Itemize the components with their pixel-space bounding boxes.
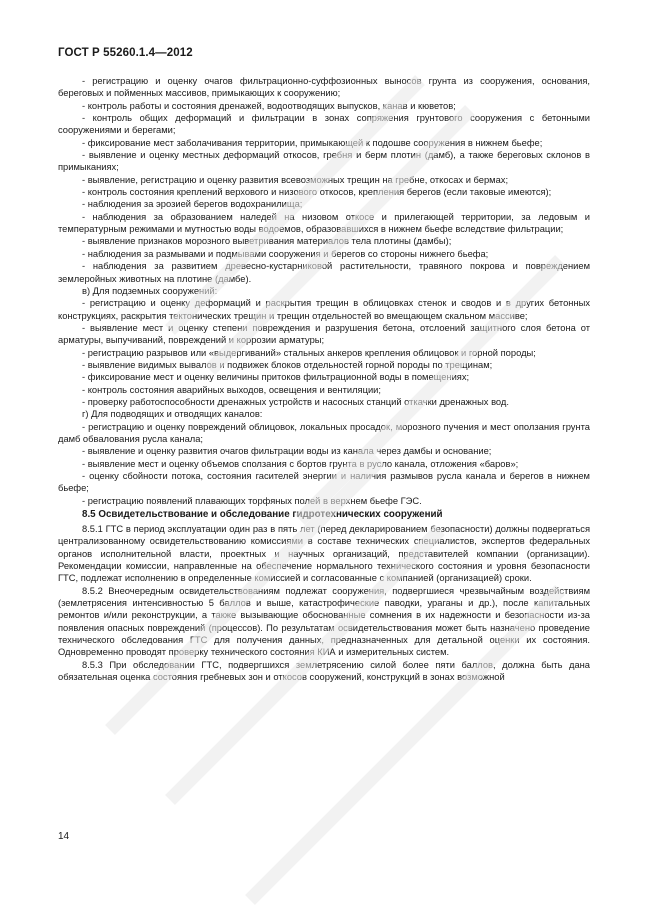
paragraph: - выявление мест и оценку объемов сползания с бортов грунта в русло канала, отложения «баров»; <box>82 458 519 469</box>
paragraph: - контроль работы и состояния дренажей, водоотводящих выпусков, канав и кюветов; <box>82 100 456 111</box>
paragraph: - выявление и оценку развития очагов фильтрации воды из канала через дамбы и основание; <box>82 446 492 457</box>
paragraph: - выявление мест и оценку степени повреждения и разрушения бетона, отслоений защитного слоя бетона от арматуры, выпучиваний, повреждений и коррозии арматуры; <box>58 322 590 346</box>
paragraph: - оценку сбойности потока, состояния гасителей энергии и наличия размывов русла канала и берегов в нижнем бьефе; <box>58 471 590 494</box>
paragraph: - выявление, регистрацию и оценку развития всевозможных трещин на гребне, откосах и бермах; <box>82 174 509 185</box>
paragraph: - проверку работоспособности дренажных устройств и насосных станций откачки дренажных вод. <box>82 396 509 407</box>
paragraph: - наблюдения за эрозией берегов водохранилища; <box>82 199 303 210</box>
paragraph: - выявление признаков морозного выветривания материалов тела плотины (дамбы); <box>82 236 452 247</box>
paragraph: - наблюдения за развитием древесно-кустарниковой растительности, травяного покрова и повреждением землеройных животных на плотине (дамбе). <box>58 261 590 284</box>
paragraph: - выявление и оценку местных деформаций откосов, гребня и берм плотин (дамб), а также береговых склонов в примыканиях; <box>58 150 590 173</box>
paragraph: 8.5.3 При обследовании ГТС, подвергшихся землетрясению силой более пяти баллов, должна быть дана обязательная оценка состояния гребневых зон и откосов сооружений, конструкций в зонах возможной <box>58 659 590 683</box>
paragraph: - регистрацию и оценку деформаций и раскрытия трещин в облицовках стенок и сводов и в других бетонных конструкциях, раскрытия тектонических трещин и трещин отдельностей во вмещающем скальном массиве; <box>58 298 590 321</box>
page-number: 14 <box>58 831 70 842</box>
paragraph: - контроль состояния аварийных выходов, освещения и вентиляции; <box>82 384 381 395</box>
paragraph: - регистрацию и оценку повреждений облицовок, локальных просадок, морозного пучения и мест оползания грунта дамб обвалования русла канала; <box>58 421 590 444</box>
paragraph: - регистрацию разрывов или «выдергиваний» стальных анкеров крепления облицовок и горной породы; <box>82 347 536 358</box>
paragraph: - контроль общих деформаций и фильтрации в зонах сопряжения грунтового сооружения с бетонными сооружениями и берегами; <box>58 113 590 136</box>
paragraph: - регистрацию и оценку очагов фильтрационно-суффозионных выносов грунта из сооружения, основания, береговых и пойменных массивов, примыкающих к сооружению; <box>58 76 590 99</box>
subsection-label: г) Для подводящих и отводящих каналов: <box>82 409 263 420</box>
paragraph: - фиксирование мест и оценку величины притоков фильтрационной воды в помещениях; <box>82 372 470 383</box>
document-body <box>58 75 590 684</box>
paragraph: - наблюдения за образованием наледей на низовом откосе и прилегающей территории, за ледовым и температурным режимами и мутностью воды водоемов, образовавшихся в нижнем бьефе вследствие фильтрации; <box>58 211 590 235</box>
paragraph: - контроль состояния креплений верхового и низового откосов, крепления берегов (если таковые имеются); <box>82 187 552 198</box>
subsection-label: в) Для подземных сооружений: <box>82 285 218 296</box>
paragraph: 8.5.1 ГТС в период эксплуатации один раз в пять лет (перед декларированием безопасности) должны подвергаться централизованному освидетельствованию комиссиями в составе технических специалистов, экспертов федеральных органов исполнительной власти, проектных и научных организаций, представителей компании (организации). Рекомендации комиссии, направленные на обеспечение нормального технического состояния и уровня безопасности ГТС, подлежат исполнению в определенные комиссией и согласованные с компанией (организацией) сроки. <box>58 524 590 584</box>
document-header: ГОСТ Р 55260.1.4—2012 <box>58 47 193 59</box>
paragraph: - выявление видимых вывалов и подвижек блоков отдельностей горной породы по трещинам; <box>82 359 493 370</box>
paragraph: - наблюдения за размывами и подмывами сооружения и берегов со стороны нижнего бьефа; <box>82 248 489 259</box>
paragraph: - фиксирование мест заболачивания территории, примыкающей к подошве сооружения в нижнем бьефе; <box>82 137 543 148</box>
section-heading: 8.5 Освидетельствование и обследование гидротехнических сооружений <box>82 509 443 521</box>
paragraph: - регистрацию появлений плавающих торфяных полей в верхнем бьефе ГЭС. <box>82 495 422 506</box>
paragraph: 8.5.2 Внеочередным освидетельствованиям подлежат сооружения, подвергшиеся чрезвычайным воздействиям (землетрясения интенсивностью 5 баллов и выше, катастрофические паводки, ураганы и др.), после капитальных ремонтов и/или реконструкции, а также вызывающие обоснованные сомнения в их надежности и безопасности из-за появления опасных повреждений (процессов). По результатам освидетельствования может быть назначено проведение технического обследования ГТС для получения данных, предназначенных для детальной оценки их состояния. Одновременно проводят проверку технического состояния КИА и измерительных систем. <box>58 585 590 658</box>
